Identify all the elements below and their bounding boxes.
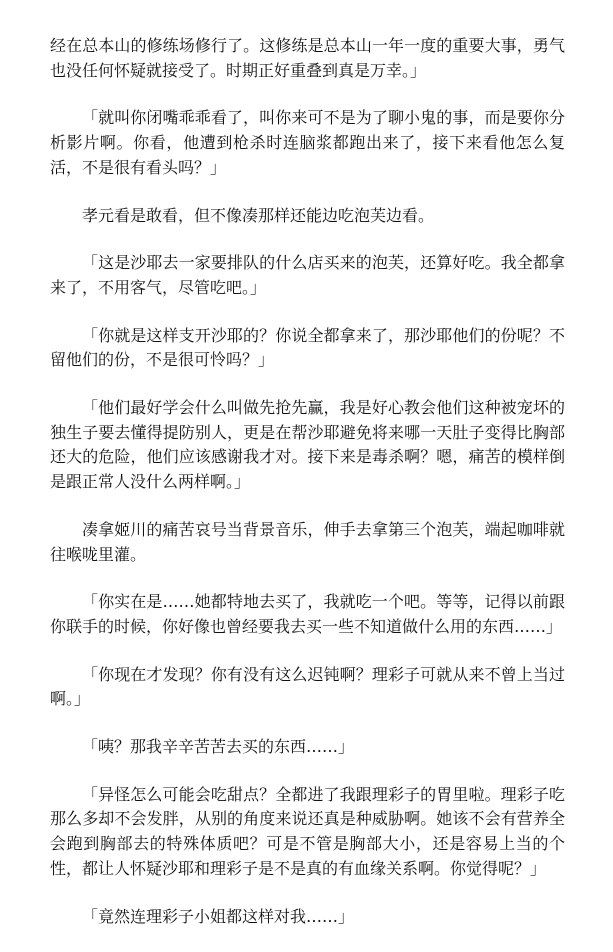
document-page bbox=[50, 34, 565, 952]
paragraph: 「你现在才发现？你有没有这么迟钝啊？理彩子可就从来不曾上当过啊。」 bbox=[50, 664, 565, 709]
paragraph: 凑拿姬川的痛苦哀号当背景音乐，伸手去拿第三个泡芙，端起咖啡就往喉咙里灌。 bbox=[50, 519, 565, 564]
paragraph: 「你就是这样支开沙耶的？你说全都拿来了，那沙耶他们的份呢？不留他们的份，不是很可怜吗？」 bbox=[50, 325, 565, 370]
paragraph: 「异怪怎么可能会吃甜点？全都进了我跟理彩子的胃里啦。理彩子吃那么多却不会发胖，从别的角度来说还真是种威胁啊。她该不会有营养全会跑到胸部去的特殊体质吧？可是不管是胸部大小，还是容易上当的个性，都让人怀疑沙耶和理彩子是不是真的有血缘关系啊。你觉得呢？」 bbox=[50, 784, 565, 878]
paragraph: 「你实在是……她都特地去买了，我就吃一个吧。等等，记得以前跟你联手的时候，你好像也曾经要我去买一些不知道做什么用的东西……」 bbox=[50, 592, 565, 636]
paragraph: 「竟然连理彩子小姐都这样对我……」 bbox=[82, 906, 355, 926]
paragraph: 「咦？那我辛辛苦苦去买的东西……」 bbox=[82, 737, 355, 757]
paragraph: 「他们最好学会什么叫做先抢先赢，我是好心教会他们这种被宠坏的独生子要去懂得提防别人，更是在帮沙耶避免将来哪一天肚子变得比胸部还大的危险，他们应该感谢我才对。接下来是毒杀啊？嗯，痛苦的模样倒是跟正常人没什么两样啊。」 bbox=[50, 398, 565, 492]
paragraph-continued: 经在总本山的修练场修行了。这修练是总本山一年一度的重要大事，勇气也没任何怀疑就接受了。时期正好重叠到真是万幸。」 bbox=[50, 36, 565, 80]
paragraph: 「这是沙耶去一家要排队的什么店买来的泡芙，还算好吃。我全都拿来了，不用客气，尽管吃吧。」 bbox=[50, 253, 565, 297]
paragraph: 孝元看是敢看，但不像凑那样还能边吃泡芙边看。 bbox=[82, 205, 435, 225]
paragraph: 「就叫你闭嘴乖乖看了，叫你来可不是为了聊小鬼的事，而是要你分析影片啊。你看，他遭到枪杀时连脑浆都跑出来了，接下来看他怎么复活，不是很有看头吗？」 bbox=[50, 108, 565, 177]
